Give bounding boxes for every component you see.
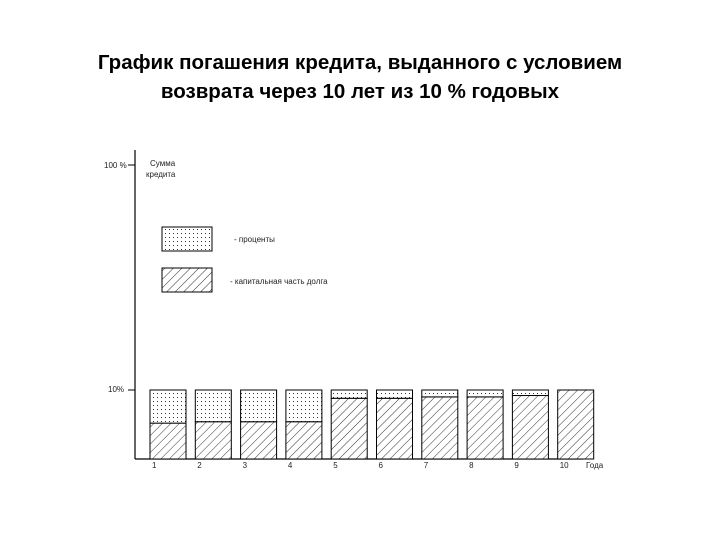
x-tick-label-5: 5 bbox=[333, 461, 338, 470]
bar-principal-year-2 bbox=[195, 422, 231, 459]
bar-principal-year-9 bbox=[512, 396, 548, 459]
bar-interest-year-7 bbox=[422, 390, 458, 397]
bar-interest-year-9 bbox=[512, 390, 548, 396]
bar-principal-year-5 bbox=[331, 398, 367, 459]
x-tick-label-1: 1 bbox=[152, 461, 157, 470]
bar-interest-year-2 bbox=[195, 390, 231, 422]
bar-principal-year-3 bbox=[241, 422, 277, 459]
x-tick-label-4: 4 bbox=[287, 461, 293, 470]
x-tick-label-2: 2 bbox=[197, 461, 202, 470]
legend bbox=[162, 227, 328, 292]
x-tick-label-10: 10 bbox=[559, 461, 569, 470]
bar-interest-year-8 bbox=[467, 390, 503, 397]
bar-interest-year-4 bbox=[286, 390, 322, 422]
x-tick-label-7: 7 bbox=[423, 461, 429, 470]
legend-label-interest: - проценты bbox=[234, 235, 275, 244]
bar-principal-year-4 bbox=[286, 422, 322, 459]
slide-title-line-2: возврата через 10 лет из 10 % годовых bbox=[160, 80, 560, 103]
y-tick-label-100: 100 % bbox=[104, 161, 127, 170]
bar-principal-year-7 bbox=[422, 397, 458, 459]
x-tick-label-9: 9 bbox=[514, 461, 519, 470]
x-tick-label-6: 6 bbox=[378, 461, 383, 470]
x-tick-labels bbox=[152, 461, 569, 470]
bar-interest-year-5 bbox=[331, 390, 367, 398]
bar-interest-year-1 bbox=[150, 390, 186, 423]
y-axis-label-line-2: кредита bbox=[146, 170, 176, 179]
bar-principal-year-8 bbox=[467, 397, 503, 459]
bar-principal-year-1 bbox=[150, 423, 186, 459]
bar-principal-year-6 bbox=[377, 398, 413, 459]
bar-interest-year-3 bbox=[241, 390, 277, 422]
x-axis-label: Года bbox=[586, 461, 604, 470]
legend-swatch-principal bbox=[162, 268, 212, 292]
bar-interest-year-6 bbox=[377, 390, 413, 398]
x-tick-label-3: 3 bbox=[242, 461, 248, 470]
x-tick-label-8: 8 bbox=[469, 461, 474, 470]
legend-label-principal: - капитальная часть долга bbox=[230, 277, 328, 286]
legend-swatch-interest bbox=[162, 227, 212, 251]
y-axis-label-line-1: Сумма bbox=[150, 159, 176, 168]
y-tick-label-10: 10% bbox=[108, 385, 125, 394]
bars bbox=[150, 390, 594, 459]
bar-principal-year-10 bbox=[558, 390, 594, 459]
slide-title-line-1: График погашения кредита, выданного с условием bbox=[97, 51, 623, 74]
x-axis bbox=[135, 459, 604, 470]
